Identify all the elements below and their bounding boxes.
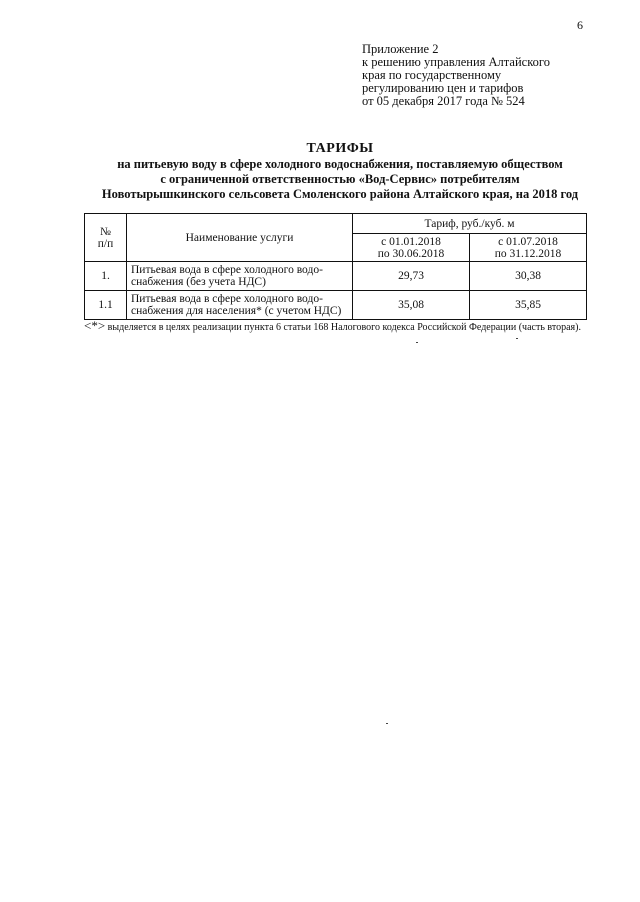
header-num bbox=[85, 214, 127, 262]
header-period bbox=[470, 234, 587, 262]
row-tariff-value: 29,73 bbox=[353, 262, 470, 291]
header-tariff-group: Тариф, руб./куб. м bbox=[353, 214, 587, 234]
row-service-name bbox=[127, 262, 353, 291]
document-title bbox=[60, 140, 620, 202]
period-end: по 30.06.2018 bbox=[377, 247, 445, 260]
period-start: с 01.01.2018 bbox=[381, 235, 441, 248]
header-num-line: п/п bbox=[97, 237, 114, 250]
appendix-line: Приложение 2 bbox=[362, 42, 439, 56]
period-start: с 01.07.2018 bbox=[498, 235, 558, 248]
appendix-line: к решению управления Алтайского bbox=[362, 55, 550, 69]
row-tariff-value: 35,08 bbox=[353, 291, 470, 320]
page-number: 6 bbox=[577, 18, 583, 32]
row-name-line: Питьевая вода в сфере холодного водо- bbox=[131, 263, 323, 276]
footnote-mark: <*> bbox=[84, 318, 106, 333]
appendix-line: регулированию цен и тарифов bbox=[362, 81, 524, 95]
title-main: ТАРИФЫ bbox=[306, 141, 374, 156]
row-name-line: снабжения для населения* (с учетом НДС) bbox=[131, 305, 342, 317]
table-row bbox=[85, 291, 587, 320]
row-num: 1.1 bbox=[85, 291, 127, 320]
row-name-line: снабжения (без учета НДС) bbox=[131, 276, 266, 288]
title-line: на питьевую воду в сфере холодного водоснабжения, поставляемую обществом bbox=[117, 157, 563, 171]
header-num-line: № bbox=[100, 225, 111, 238]
header-period bbox=[353, 234, 470, 262]
row-name-line: Питьевая вода в сфере холодного водо- bbox=[131, 292, 323, 305]
tariff-table bbox=[84, 213, 587, 320]
scan-speck bbox=[516, 338, 518, 339]
appendix-line: от 05 декабря 2017 года № 524 bbox=[362, 94, 525, 108]
footnote-text: выделяется в целях реализации пункта 6 статьи 168 Налогового кодекса Российской Федерации (часть вторая). bbox=[105, 322, 581, 333]
scan-speck bbox=[416, 342, 418, 343]
period-end: по 31.12.2018 bbox=[494, 247, 562, 260]
table-header-row bbox=[85, 214, 587, 234]
row-service-name bbox=[127, 291, 353, 320]
row-tariff-value: 30,38 bbox=[470, 262, 587, 291]
header-service-name: Наименование услуги bbox=[127, 214, 353, 262]
row-tariff-value: 35,85 bbox=[470, 291, 587, 320]
title-line: с ограниченной ответственностью «Вод-Сервис» потребителям bbox=[160, 172, 520, 186]
appendix-line: края по государственному bbox=[362, 68, 502, 82]
table-row bbox=[85, 262, 587, 291]
scan-speck bbox=[386, 723, 388, 724]
appendix-block bbox=[362, 43, 550, 108]
title-line: Новотырышкинского сельсовета Смоленского района Алтайского края, на 2018 год bbox=[101, 187, 579, 201]
row-num: 1. bbox=[85, 262, 127, 291]
footnote bbox=[84, 319, 586, 335]
